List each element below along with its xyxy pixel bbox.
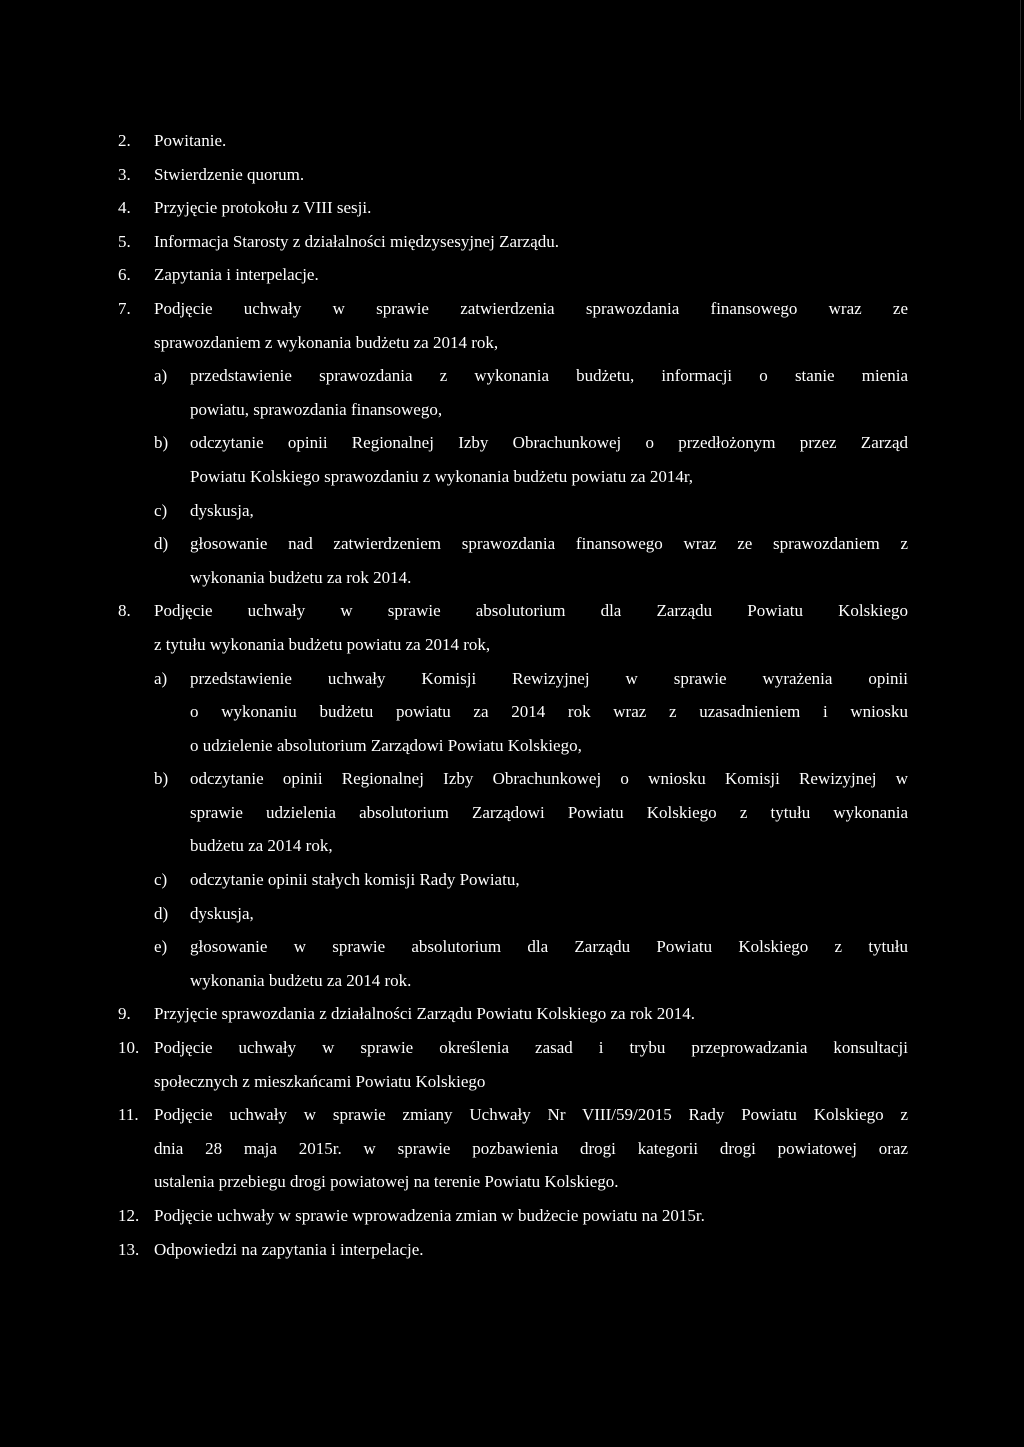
agenda-subitem bbox=[154, 930, 908, 997]
agenda-item-body bbox=[154, 1233, 908, 1267]
agenda-item-body bbox=[154, 1098, 908, 1199]
agenda-item-text: ustalenia przebiegu drogi powiatowej na terenie Powiatu Kolskiego. bbox=[154, 1172, 619, 1192]
agenda-subitem bbox=[154, 762, 908, 863]
agenda-item-body bbox=[154, 292, 908, 594]
agenda-subitem-label: c) bbox=[154, 870, 168, 890]
agenda-subitem-body bbox=[190, 930, 908, 997]
agenda-item-text: sprawozdaniem z wykonania budżetu za 2014 rok, bbox=[154, 332, 499, 352]
agenda-subitem-body bbox=[190, 359, 908, 426]
agenda-item bbox=[118, 158, 908, 192]
agenda-item-number: 10. bbox=[118, 1038, 140, 1058]
agenda-subitem-text: Powiatu Kolskiego sprawozdaniu z wykonania budżetu powiatu za 2014r, bbox=[190, 466, 694, 486]
agenda-item-text: Podjęcie uchwały w sprawie zatwierdzenia sprawozdania finansowego wraz ze bbox=[154, 298, 908, 318]
agenda-subitem bbox=[154, 426, 908, 493]
agenda-item-text: Podjęcie uchwały w sprawie wprowadzenia zmian w budżecie powiatu na 2015r. bbox=[154, 1206, 705, 1225]
agenda-item-number: 4. bbox=[118, 198, 131, 218]
agenda-item-number: 13. bbox=[118, 1239, 140, 1259]
page-edge-line bbox=[1020, 0, 1021, 120]
agenda-subitem-text: wykonania budżetu za rok 2014. bbox=[190, 567, 412, 587]
agenda-subitem-body bbox=[190, 897, 908, 931]
agenda-item-text: Przyjęcie protokołu z VIII sesji. bbox=[154, 198, 372, 218]
agenda-subitem-text: o wykonaniu budżetu powiatu za 2014 rok wraz z uzasadnieniem i wniosku bbox=[190, 702, 908, 722]
agenda-item-text: z tytułu wykonania budżetu powiatu za 2014 rok, bbox=[154, 634, 491, 654]
agenda-item bbox=[118, 292, 908, 594]
agenda-item-number: 6. bbox=[118, 265, 131, 285]
agenda-subitem-body bbox=[190, 662, 908, 763]
agenda-item-number: 9. bbox=[118, 1004, 131, 1024]
agenda-item-text: dnia 28 maja 2015r. w sprawie pozbawienia drogi kategorii drogi powiatowej oraz bbox=[154, 1138, 908, 1158]
agenda-item-text: Podjęcie uchwały w sprawie absolutorium dla Zarządu Powiatu Kolskiego bbox=[154, 601, 908, 621]
agenda-subitem-label: c) bbox=[154, 500, 168, 520]
agenda-subitem-text: głosowanie w sprawie absolutorium dla Zarządu Powiatu Kolskiego z tytułu bbox=[190, 937, 908, 957]
agenda-subitem-body bbox=[190, 863, 908, 897]
agenda-item-text: Zapytania i interpelacje. bbox=[154, 265, 319, 285]
agenda-subitem-text: odczytanie opinii Regionalnej Izby Obrachunkowej o przedłożonym przez Zarząd bbox=[190, 433, 908, 453]
agenda-subitem-label: d) bbox=[154, 534, 169, 554]
agenda-item bbox=[118, 1233, 908, 1267]
agenda-item-text: Powitanie. bbox=[154, 131, 227, 150]
agenda-item-number: 3. bbox=[118, 164, 131, 184]
agenda-subitem-text: głosowanie nad zatwierdzeniem sprawozdania finansowego wraz ze sprawozdaniem z bbox=[190, 534, 908, 554]
agenda-item-number: 8. bbox=[118, 601, 131, 621]
agenda-item-number: 5. bbox=[118, 231, 131, 251]
agenda-subitem-label: a) bbox=[154, 668, 168, 688]
agenda-item-text: Podjęcie uchwały w sprawie zmiany Uchwały Nr VIII/59/2015 Rady Powiatu Kolskiego z bbox=[154, 1105, 908, 1125]
agenda-subitem bbox=[154, 897, 908, 931]
agenda-subitem-text: sprawie udzielenia absolutorium Zarządowi Powiatu Kolskiego z tytułu wykonania bbox=[190, 802, 908, 822]
agenda-item-text: Stwierdzenie quorum. bbox=[154, 164, 305, 184]
agenda-subitem-text: o udzielenie absolutorium Zarządowi Powiatu Kolskiego, bbox=[190, 735, 582, 755]
agenda-subitem-text: wykonania budżetu za 2014 rok. bbox=[190, 970, 412, 990]
agenda-subitem bbox=[154, 494, 908, 528]
agenda-item-body bbox=[154, 225, 908, 259]
agenda-subitem bbox=[154, 359, 908, 426]
agenda-item bbox=[118, 1199, 908, 1233]
agenda-subitem-body bbox=[190, 762, 908, 863]
agenda-subitem-text: powiatu, sprawozdania finansowego, bbox=[190, 399, 443, 419]
agenda-subitem bbox=[154, 863, 908, 897]
agenda-list bbox=[118, 124, 908, 1266]
agenda-subitem-text: przedstawienie sprawozdania z wykonania budżetu, informacji o stanie mienia bbox=[190, 366, 908, 386]
agenda-item-body bbox=[154, 191, 908, 225]
agenda-item-body bbox=[154, 258, 908, 292]
agenda-subitem-label: b) bbox=[154, 433, 169, 453]
agenda-item-text: Informacja Starosty z działalności międzysesyjnej Zarządu. bbox=[154, 231, 560, 251]
agenda-item bbox=[118, 225, 908, 259]
agenda-item bbox=[118, 1098, 908, 1199]
agenda-subitem-text: dyskusja, bbox=[190, 903, 254, 923]
agenda-item-number: 12. bbox=[118, 1206, 140, 1225]
agenda-subitem-text: odczytanie opinii Regionalnej Izby Obrachunkowej o wniosku Komisji Rewizyjnej w bbox=[190, 769, 908, 789]
agenda-item-text: społecznych z mieszkańcami Powiatu Kolskiego bbox=[154, 1071, 486, 1091]
agenda-subitem-label: a) bbox=[154, 366, 168, 386]
agenda-subitem-text: przedstawienie uchwały Komisji Rewizyjnej w sprawie wyrażenia opinii bbox=[190, 668, 908, 688]
agenda-subitem-label: e) bbox=[154, 937, 168, 957]
agenda-item bbox=[118, 124, 908, 158]
agenda-subitem-text: dyskusja, bbox=[190, 500, 254, 520]
agenda-item bbox=[118, 997, 908, 1031]
agenda-item-body bbox=[154, 124, 908, 158]
agenda-item-number: 11. bbox=[118, 1105, 139, 1125]
agenda-item bbox=[118, 594, 908, 997]
agenda-subitem-label: d) bbox=[154, 903, 169, 923]
agenda-subitem bbox=[154, 527, 908, 594]
agenda-subitem-body bbox=[190, 426, 908, 493]
agenda-item-text: Przyjęcie sprawozdania z działalności Zarządu Powiatu Kolskiego za rok 2014. bbox=[154, 1004, 695, 1024]
agenda-item-body bbox=[154, 1031, 908, 1098]
agenda-item-body bbox=[154, 997, 908, 1031]
agenda-subitem-label: b) bbox=[154, 769, 169, 789]
agenda-item bbox=[118, 258, 908, 292]
agenda-item-text: Podjęcie uchwały w sprawie określenia zasad i trybu przeprowadzania konsultacji bbox=[154, 1038, 908, 1058]
agenda-item-body bbox=[154, 594, 908, 997]
agenda-item-number: 2. bbox=[118, 131, 131, 150]
agenda-subitem-body bbox=[190, 494, 908, 528]
agenda-item-number: 7. bbox=[118, 298, 131, 318]
agenda-subitem-text: odczytanie opinii stałych komisji Rady Powiatu, bbox=[190, 870, 520, 890]
agenda-item-text: Odpowiedzi na zapytania i interpelacje. bbox=[154, 1239, 424, 1259]
agenda-subitem-body bbox=[190, 527, 908, 594]
agenda-subitem-text: budżetu za 2014 rok, bbox=[190, 836, 333, 856]
agenda-item-body bbox=[154, 1199, 908, 1233]
agenda-item-body bbox=[154, 158, 908, 192]
agenda-item bbox=[118, 1031, 908, 1098]
agenda-subitem bbox=[154, 662, 908, 763]
agenda-item bbox=[118, 191, 908, 225]
